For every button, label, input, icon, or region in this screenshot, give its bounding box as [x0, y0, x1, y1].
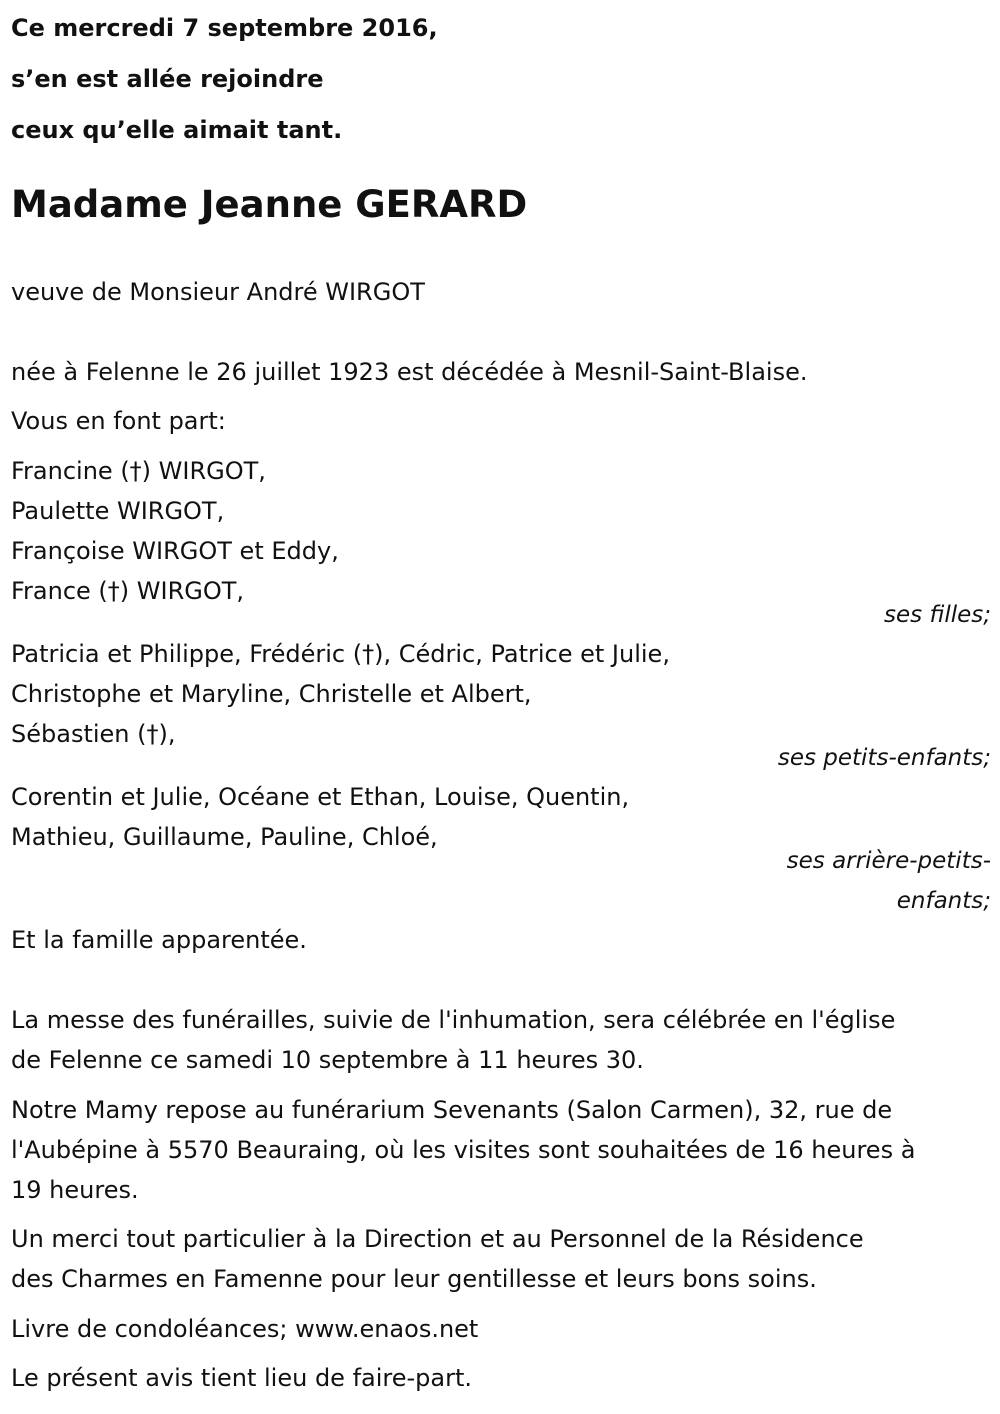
paragraph-line: l'Aubépine à 5570 Beauraing, où les visites sont souhaitées de 16 heures à [11, 1136, 916, 1164]
family-line: Et la famille apparentée. [11, 926, 307, 954]
list-item: Mathieu, Guillaume, Pauline, Chloé, [11, 823, 438, 851]
notice-line: Le présent avis tient lieu de faire-part. [11, 1364, 473, 1392]
paragraph-line: La messe des funérailles, suivie de l'inhumation, sera célébrée en l'église [11, 1006, 896, 1034]
intro-line: s’en est allée rejoindre [11, 65, 324, 93]
rest-paragraph [11, 1090, 991, 1210]
paragraph-line: de Felenne ce samedi 10 septembre à 11 heures 30. [11, 1046, 644, 1074]
list-item: Paulette WIRGOT, [11, 497, 225, 525]
funeral-paragraph [11, 1000, 991, 1080]
list-item: Sébastien (†), [11, 720, 176, 748]
list-item: France (†) WIRGOT, [11, 577, 245, 605]
announce-line: Vous en font part: [11, 407, 226, 435]
list-item: Françoise WIRGOT et Eddy, [11, 537, 339, 565]
thanks-paragraph [11, 1219, 991, 1299]
paragraph-line: 19 heures. [11, 1176, 139, 1204]
grandchildren-list [11, 634, 991, 754]
list-item: Patricia et Philippe, Frédéric (†), Cédric, Patrice et Julie, [11, 640, 670, 668]
list-item: Christophe et Maryline, Christelle et Albert, [11, 680, 532, 708]
intro-line: ceux qu’elle aimait tant. [11, 116, 343, 144]
intro-block [11, 3, 438, 156]
relation-label-grandchildren: ses petits-enfants; [777, 745, 991, 771]
spouse-line: veuve de Monsieur André WIRGOT [11, 278, 425, 306]
daughters-list [11, 451, 991, 611]
deceased-name: Madame Jeanne GERARD [11, 183, 528, 226]
paragraph-line: Notre Mamy repose au funérarium Sevenants (Salon Carmen), 32, rue de [11, 1096, 893, 1124]
birth-line: née à Felenne le 26 juillet 1923 est décédée à Mesnil-Saint-Blaise. [11, 358, 808, 386]
paragraph-line: Un merci tout particulier à la Direction et au Personnel de la Résidence [11, 1225, 864, 1253]
intro-line: Ce mercredi 7 septembre 2016, [11, 14, 438, 42]
list-item: Francine (†) WIRGOT, [11, 457, 266, 485]
paragraph-line: des Charmes en Famenne pour leur gentillesse et leurs bons soins. [11, 1265, 817, 1293]
relation-label-great-grandchildren: enfants; [896, 888, 991, 914]
relation-label-great-grandchildren: ses arrière-petits- [786, 848, 991, 874]
relation-label-daughters: ses filles; [884, 602, 991, 628]
list-item: Corentin et Julie, Océane et Ethan, Louise, Quentin, [11, 783, 630, 811]
condolences-line: Livre de condoléances; www.enaos.net [11, 1315, 479, 1343]
